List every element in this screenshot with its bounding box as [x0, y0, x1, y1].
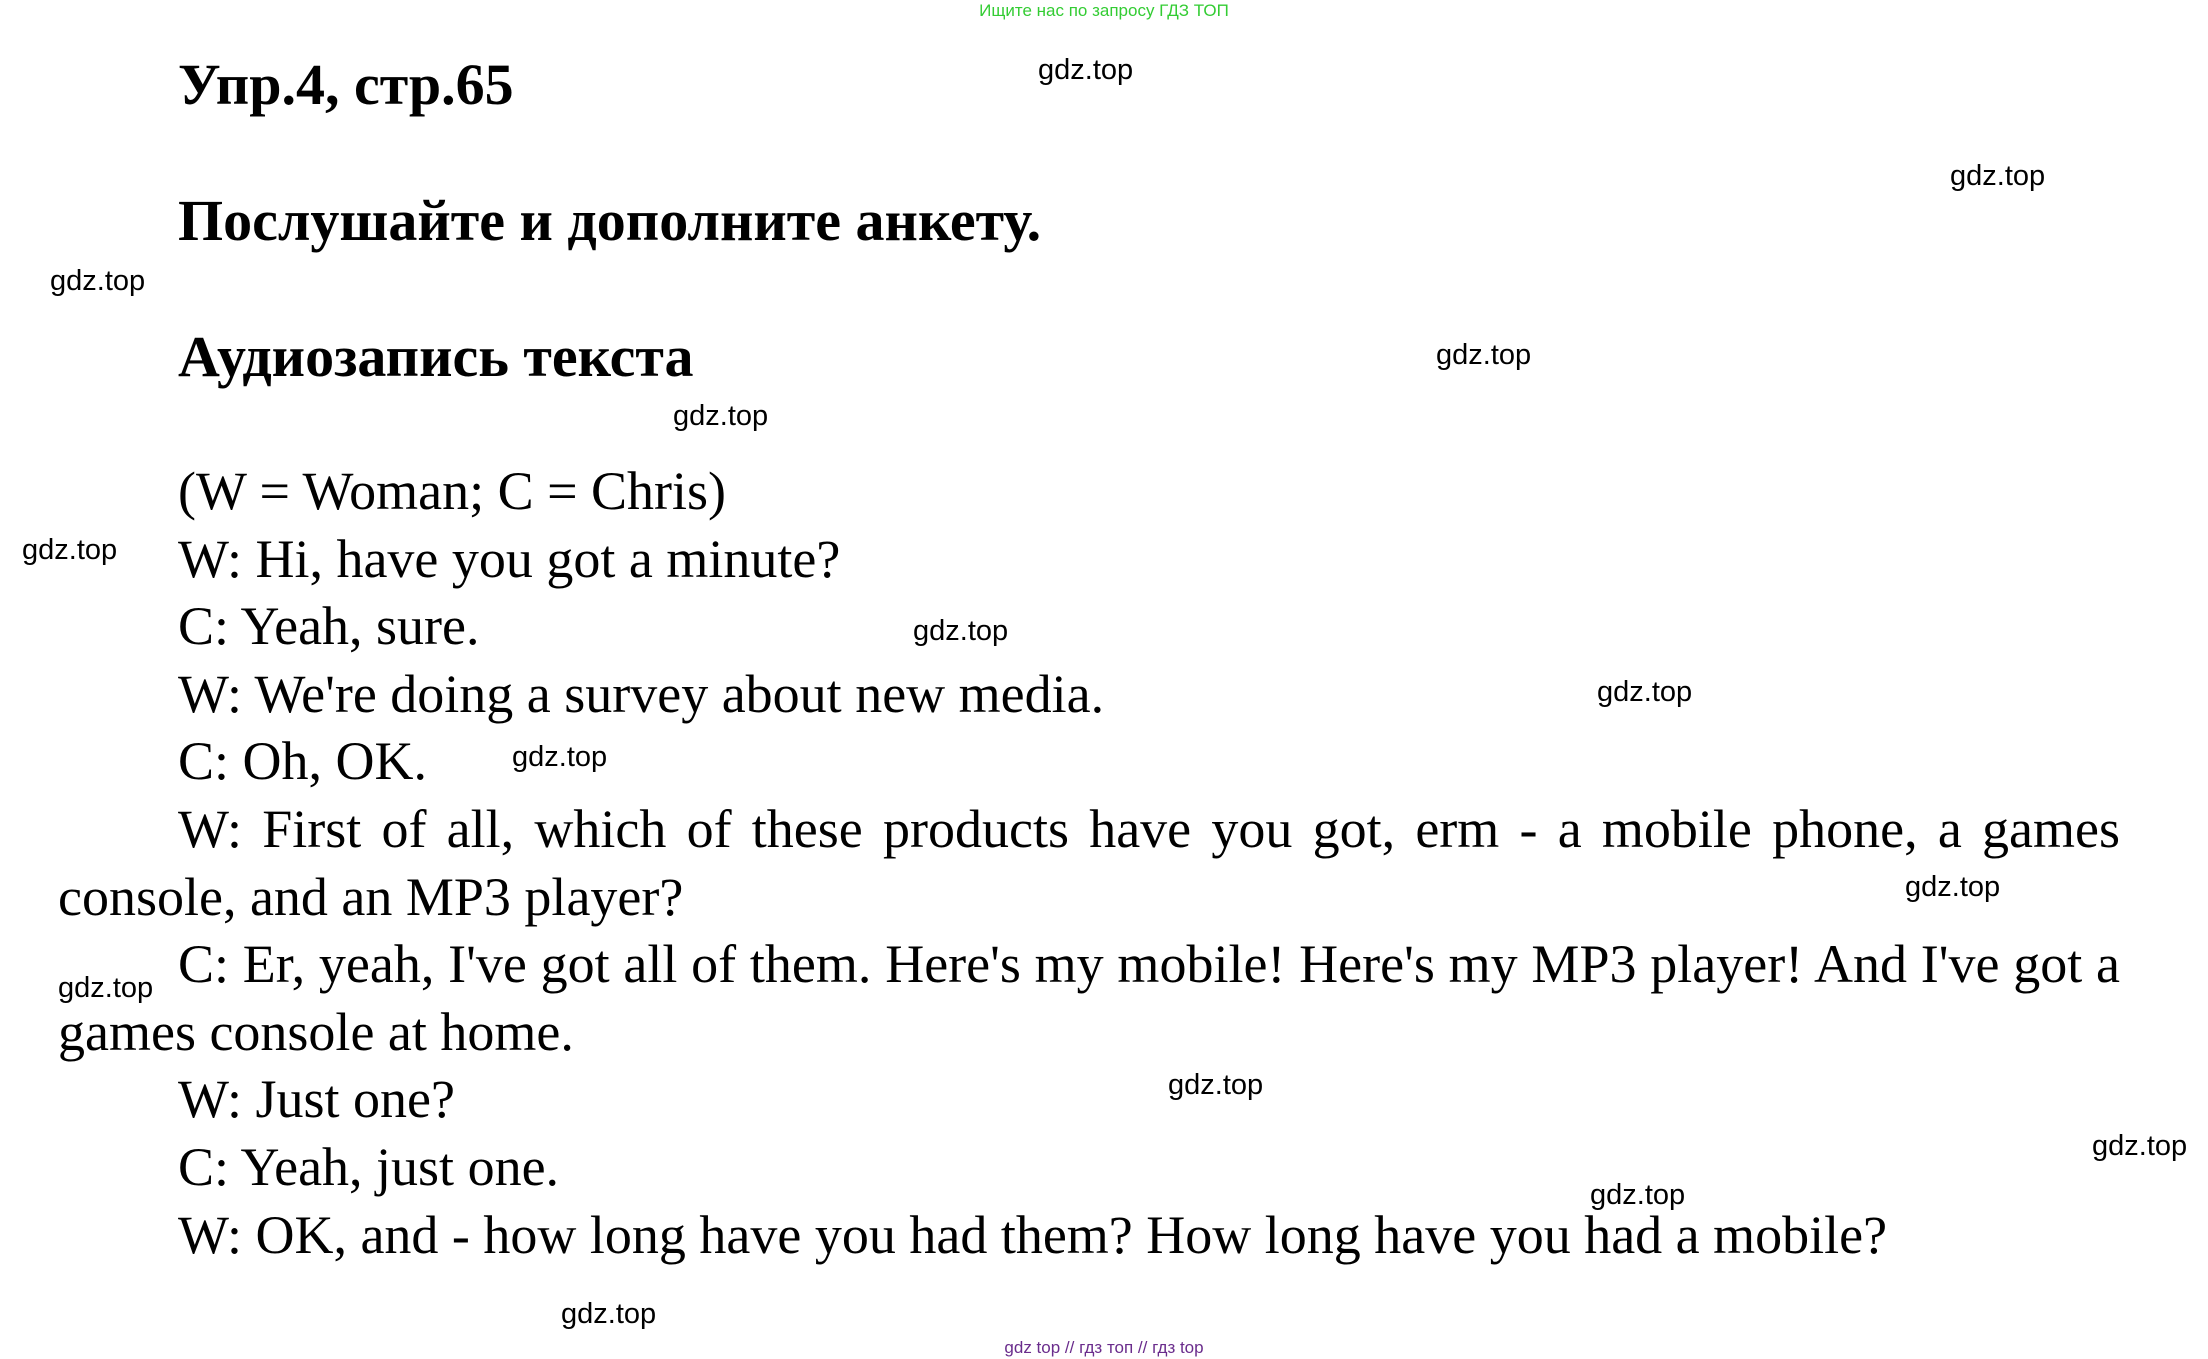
watermark: gdz.top: [1168, 1069, 1264, 1101]
watermark: gdz.top: [1038, 54, 1134, 86]
dialogue-line: (W = Woman; C = Chris): [178, 461, 727, 521]
dialogue-transcript: [58, 458, 2120, 1269]
dialogue-line: W: We're doing a survey about new media.: [178, 663, 1105, 724]
watermark: gdz.top: [22, 534, 118, 566]
watermark: gdz.top: [512, 741, 608, 773]
watermark: gdz.top: [58, 972, 154, 1004]
dialogue-line: C: Er, yeah, I've got all of them. Here's my mobile! Here's my MP3 player! And I've got a games console at home.: [58, 934, 2120, 1062]
dialogue-line: C: Oh, OK.: [178, 731, 428, 792]
watermark: gdz.top: [1590, 1179, 1686, 1211]
watermark: gdz.top: [913, 615, 1009, 647]
dialogue-line: W: First of all, which of these products have you got, erm - a mobile phone, a games console, and an MP3 player?: [58, 798, 2120, 927]
watermark: gdz.top: [1905, 871, 2001, 903]
dialogue-line: W: Hi, have you got a minute?: [178, 528, 841, 589]
dialogue-line: C: Yeah, sure.: [178, 596, 480, 657]
top-search-hint: Ищите нас по запросу ГДЗ ТОП: [979, 1, 1229, 20]
watermark: gdz.top: [1597, 676, 1693, 708]
watermark: gdz.top: [1950, 160, 2046, 192]
watermark: gdz.top: [561, 1298, 657, 1330]
watermark: gdz.top: [2092, 1130, 2188, 1162]
dialogue-line: C: Yeah, just one.: [178, 1136, 560, 1197]
watermark: gdz.top: [1436, 339, 1532, 371]
dialogue-line: W: OK, and - how long have you had them? How long have you had a mobile?: [178, 1204, 1888, 1265]
exercise-instruction: Послушайте и дополните анкету.: [178, 188, 1042, 253]
watermark: gdz.top: [50, 265, 146, 297]
exercise-title: Упр.4, стр.65: [178, 52, 514, 117]
section-heading: Аудиозапись текста: [178, 324, 694, 389]
watermark: gdz.top: [673, 400, 769, 432]
footer-links: gdz top // гдз топ // гдз top: [1004, 1338, 1204, 1357]
dialogue-line: W: Just one?: [178, 1069, 455, 1130]
